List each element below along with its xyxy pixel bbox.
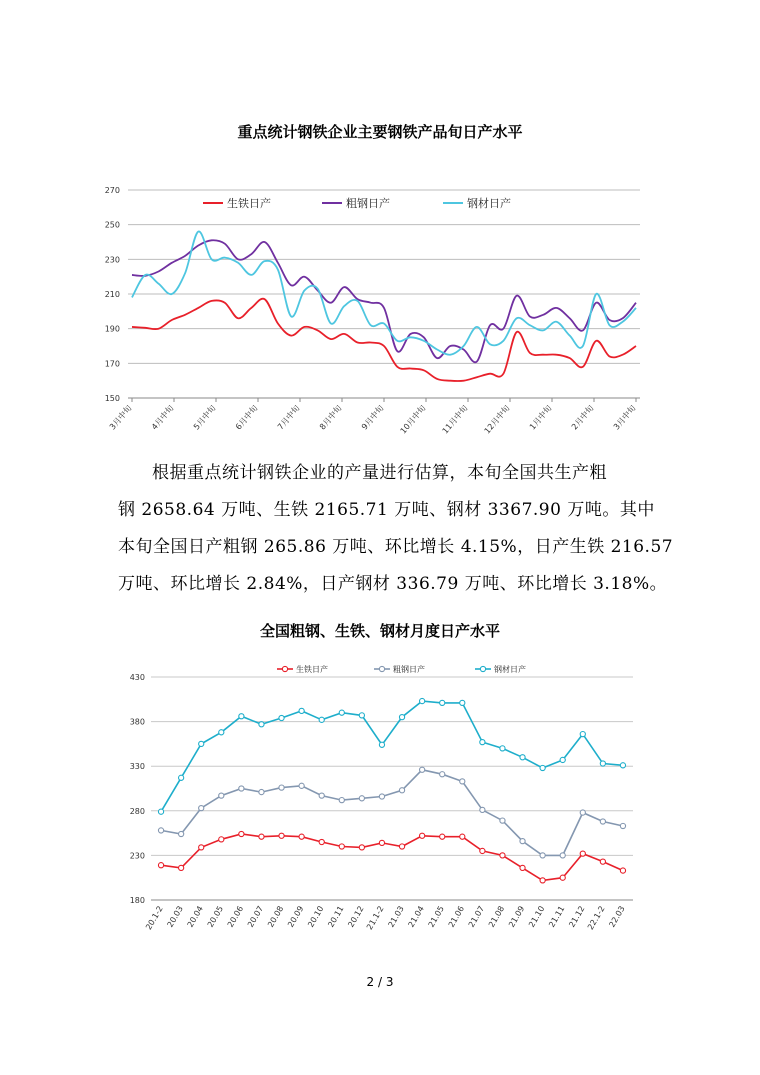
data-point bbox=[359, 845, 364, 850]
data-point bbox=[299, 834, 304, 839]
data-point bbox=[399, 715, 404, 720]
x-tick-label: 20.08 bbox=[266, 904, 286, 929]
x-tick-label: 20.11 bbox=[326, 904, 346, 929]
legend-label: 生铁日产 bbox=[227, 197, 271, 210]
data-point bbox=[158, 863, 163, 868]
x-tick-label: 2月中旬 bbox=[569, 403, 596, 432]
data-point bbox=[319, 717, 324, 722]
data-point bbox=[440, 772, 445, 777]
paragraph-line-1: 根据重点统计钢铁企业的产量进行估算，本旬全国共生产粗 bbox=[152, 463, 607, 483]
data-point bbox=[440, 834, 445, 839]
paragraph-line-2: 钢 2658.64 万吨、生铁 2165.71 万吨、钢材 3367.90 万吨。其中 bbox=[118, 500, 655, 520]
data-point bbox=[379, 742, 384, 747]
y-tick-label: 170 bbox=[104, 359, 120, 369]
monthly-production-chart bbox=[0, 650, 760, 940]
data-point bbox=[279, 833, 284, 838]
y-tick-label: 280 bbox=[129, 806, 145, 816]
data-point bbox=[600, 819, 605, 824]
data-point bbox=[339, 844, 344, 849]
x-tick-label: 10月中旬 bbox=[398, 403, 428, 436]
x-tick-label: 20.10 bbox=[306, 904, 326, 929]
data-point bbox=[399, 788, 404, 793]
data-point bbox=[339, 710, 344, 715]
data-point bbox=[540, 878, 545, 883]
y-tick-label: 180 bbox=[129, 896, 145, 905]
data-point bbox=[339, 797, 344, 802]
data-point bbox=[239, 786, 244, 791]
data-point bbox=[359, 713, 364, 718]
x-tick-label: 21.12 bbox=[567, 904, 587, 929]
page-number: 2 / 3 bbox=[366, 975, 394, 989]
legend-label: 粗钢日产 bbox=[393, 665, 425, 674]
data-point bbox=[620, 763, 625, 768]
data-point bbox=[420, 767, 425, 772]
x-tick-label: 20.1-2 bbox=[144, 904, 165, 932]
data-point bbox=[480, 740, 485, 745]
data-point bbox=[560, 757, 565, 762]
data-point bbox=[158, 809, 163, 814]
y-tick-label: 380 bbox=[129, 717, 145, 727]
x-tick-label: 3月中旬 bbox=[107, 403, 134, 432]
legend-marker bbox=[282, 666, 287, 671]
x-tick-label: 20.07 bbox=[245, 904, 266, 929]
data-point bbox=[179, 831, 184, 836]
x-tick-label: 4月中旬 bbox=[149, 403, 176, 432]
data-point bbox=[219, 837, 224, 842]
x-tick-label: 20.12 bbox=[346, 904, 366, 929]
x-tick-label: 20.06 bbox=[225, 904, 246, 929]
data-point bbox=[299, 708, 304, 713]
series-line bbox=[161, 701, 623, 812]
x-tick-label: 21.10 bbox=[527, 904, 547, 929]
data-point bbox=[460, 779, 465, 784]
data-point bbox=[500, 818, 505, 823]
data-point bbox=[500, 746, 505, 751]
y-tick-label: 150 bbox=[104, 394, 120, 403]
data-point bbox=[379, 840, 384, 845]
data-point bbox=[480, 807, 485, 812]
data-point bbox=[279, 785, 284, 790]
x-tick-label: 21.05 bbox=[426, 904, 446, 929]
data-point bbox=[239, 831, 244, 836]
data-point bbox=[600, 859, 605, 864]
data-point bbox=[540, 765, 545, 770]
data-point bbox=[580, 851, 585, 856]
x-tick-label: 22.03 bbox=[607, 904, 627, 929]
x-tick-label: 20.09 bbox=[286, 904, 306, 929]
data-point bbox=[179, 775, 184, 780]
y-tick-label: 330 bbox=[129, 762, 145, 772]
series-line bbox=[161, 834, 623, 880]
data-point bbox=[520, 865, 525, 870]
x-tick-label: 21.06 bbox=[446, 904, 467, 929]
series-line bbox=[161, 770, 623, 856]
series-line bbox=[132, 240, 636, 362]
data-point bbox=[560, 875, 565, 880]
data-point bbox=[460, 834, 465, 839]
x-tick-label: 5月中旬 bbox=[191, 403, 218, 432]
x-tick-label: 21.04 bbox=[406, 904, 426, 929]
x-tick-label: 6月中旬 bbox=[233, 403, 260, 432]
data-point bbox=[620, 823, 625, 828]
x-tick-label: 7月中旬 bbox=[275, 403, 302, 432]
data-point bbox=[199, 741, 204, 746]
data-point bbox=[460, 700, 465, 705]
data-point bbox=[359, 796, 364, 801]
y-tick-label: 250 bbox=[104, 220, 120, 230]
legend-marker bbox=[480, 666, 485, 671]
x-tick-label: 12月中旬 bbox=[482, 403, 512, 436]
data-point bbox=[158, 828, 163, 833]
x-tick-label: 8月中旬 bbox=[317, 403, 344, 432]
legend-label: 生铁日产 bbox=[296, 665, 328, 674]
y-tick-label: 230 bbox=[104, 255, 120, 265]
data-point bbox=[420, 698, 425, 703]
x-tick-label: 9月中旬 bbox=[359, 403, 386, 432]
data-point bbox=[259, 834, 264, 839]
data-point bbox=[199, 806, 204, 811]
weekly-production-chart bbox=[0, 170, 760, 440]
data-point bbox=[199, 845, 204, 850]
data-point bbox=[259, 789, 264, 794]
y-tick-label: 210 bbox=[104, 290, 120, 299]
data-point bbox=[319, 793, 324, 798]
data-point bbox=[239, 714, 244, 719]
data-point bbox=[219, 793, 224, 798]
x-tick-label: 21.07 bbox=[466, 904, 487, 929]
y-tick-label: 190 bbox=[104, 324, 120, 334]
chart2-title: 全国粗钢、生铁、钢材月度日产水平 bbox=[259, 622, 500, 640]
data-point bbox=[500, 853, 505, 858]
data-point bbox=[620, 868, 625, 873]
data-point bbox=[560, 853, 565, 858]
data-point bbox=[279, 715, 284, 720]
x-tick-label: 21.08 bbox=[486, 904, 507, 929]
x-tick-label: 20.05 bbox=[205, 904, 226, 929]
data-point bbox=[600, 761, 605, 766]
chart1-title: 重点统计钢铁企业主要钢铁产品旬日产水平 bbox=[237, 123, 523, 141]
data-point bbox=[259, 722, 264, 727]
series-line bbox=[132, 231, 636, 354]
legend-marker bbox=[379, 666, 384, 671]
y-tick-label: 230 bbox=[129, 851, 145, 861]
data-point bbox=[520, 755, 525, 760]
x-tick-label: 3月中旬 bbox=[611, 403, 638, 432]
series-line bbox=[132, 299, 636, 381]
x-tick-label: 1月中旬 bbox=[527, 403, 554, 432]
data-point bbox=[520, 839, 525, 844]
x-tick-label: 20.04 bbox=[185, 904, 205, 929]
data-point bbox=[219, 730, 224, 735]
x-tick-label: 21.11 bbox=[547, 904, 567, 929]
data-point bbox=[440, 700, 445, 705]
summary-paragraph bbox=[118, 455, 674, 603]
legend-label: 粗钢日产 bbox=[346, 197, 390, 210]
x-tick-label: 20.03 bbox=[165, 904, 185, 929]
x-tick-label: 11月中旬 bbox=[440, 403, 470, 436]
data-point bbox=[179, 865, 184, 870]
y-tick-label: 430 bbox=[129, 673, 145, 682]
x-tick-label: 21.1-2 bbox=[364, 904, 386, 932]
data-point bbox=[319, 839, 324, 844]
legend-label: 钢材日产 bbox=[494, 665, 526, 674]
data-point bbox=[379, 794, 384, 799]
data-point bbox=[299, 783, 304, 788]
data-point bbox=[480, 848, 485, 853]
x-tick-label: 21.03 bbox=[386, 904, 406, 929]
data-point bbox=[540, 853, 545, 858]
data-point bbox=[420, 833, 425, 838]
x-tick-label: 22.1-2 bbox=[585, 904, 607, 932]
paragraph-line-4: 万吨、环比增长 2.84%，日产钢材 336.79 万吨、环比增长 3.18%。 bbox=[118, 574, 668, 594]
y-tick-label: 270 bbox=[104, 186, 120, 195]
paragraph-line-3: 本旬全国日产粗钢 265.86 万吨、环比增长 4.15%，日产生铁 216.57 bbox=[118, 537, 674, 557]
data-point bbox=[580, 731, 585, 736]
data-point bbox=[580, 810, 585, 815]
legend-label: 钢材日产 bbox=[467, 197, 511, 210]
x-tick-label: 21.09 bbox=[507, 904, 527, 929]
data-point bbox=[399, 844, 404, 849]
